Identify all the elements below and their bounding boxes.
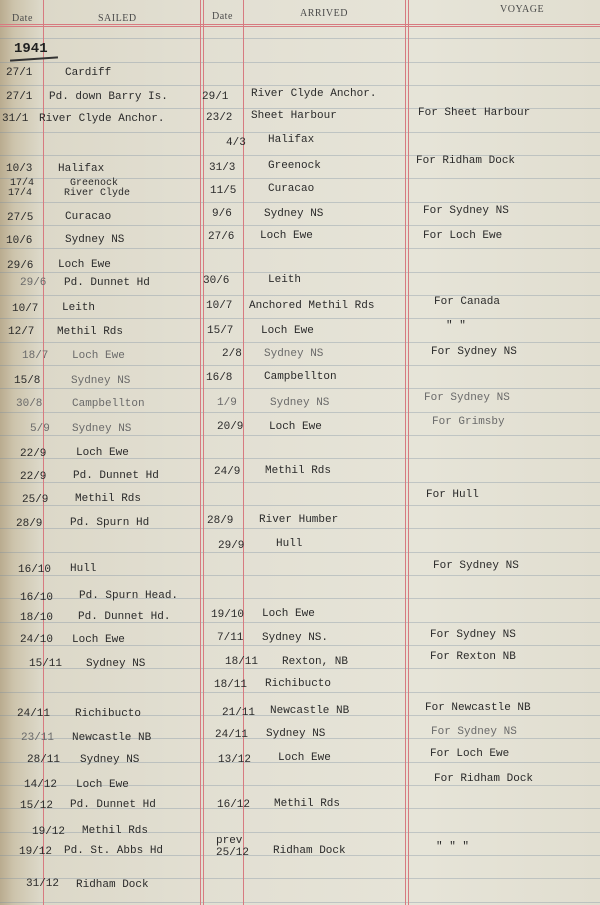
sailed-place: Leith	[62, 302, 96, 314]
arrived-place: Ridham Dock	[273, 845, 346, 857]
sailed-date: 10/3	[6, 163, 33, 175]
rule-line	[0, 482, 600, 483]
arrived-place: River Clyde Anchor.	[251, 88, 377, 100]
sailed-place: Cardiff	[65, 67, 112, 79]
voyage-note: For Sheet Harbour	[418, 107, 531, 119]
rule-line	[0, 342, 600, 343]
arrived-date: 9/6	[212, 208, 232, 220]
arrived-place: Sydney NS	[264, 208, 324, 220]
column-rule	[405, 0, 406, 905]
voyage-note: For Ridham Dock	[416, 155, 516, 167]
sailed-date: 24/11	[17, 708, 51, 720]
sailed-date: 29/6	[7, 260, 34, 272]
rule-line	[0, 412, 600, 413]
sailed-date: 22/9	[20, 471, 47, 483]
sailed-place: Sydney NS	[71, 375, 131, 387]
sailed-date: 31/1	[2, 113, 29, 125]
arrived-place: River Humber	[259, 514, 339, 526]
sailed-place: Curacao	[65, 211, 112, 223]
arrived-place: Methil Rds	[274, 798, 341, 810]
arrived-place: Loch Ewe	[261, 325, 314, 337]
arrived-date: 21/11	[222, 707, 256, 719]
sailed-date: 14/12	[24, 779, 58, 791]
rule-line	[0, 85, 600, 86]
arrived-date-prefix: prev	[216, 835, 243, 847]
voyage-note: For Sydney NS	[431, 346, 517, 358]
sailed-date: 27/5	[7, 212, 34, 224]
sailed-place: Ridham Dock	[76, 879, 149, 891]
arrived-date: 24/9	[214, 466, 241, 478]
sailed-date: 12/7	[8, 326, 35, 338]
arrived-place: Hull	[276, 538, 303, 550]
sailed-place: Sydney NS	[80, 754, 140, 766]
sailed-date: 27/1	[6, 67, 33, 79]
sailed-date: 29/6	[20, 277, 47, 289]
voyage-note: For Sydney NS	[433, 560, 519, 572]
voyage-note: For Grimsby	[432, 416, 505, 428]
sailed-date: 19/12	[19, 846, 53, 858]
arrived-date: 16/8	[206, 372, 233, 384]
sailed-date: 15/12	[20, 800, 54, 812]
voyage-note: For Newcastle NB	[425, 702, 531, 714]
rule-line	[0, 62, 600, 63]
arrived-date: 24/11	[215, 729, 249, 741]
sailed-place: Pd. Spurn Head.	[79, 590, 179, 602]
sailed-place: Greenock	[70, 178, 119, 189]
sailed-place: Pd. Spurn Hd	[70, 517, 150, 529]
sailed-place: Loch Ewe	[76, 447, 129, 459]
rule-line	[0, 318, 600, 319]
sailed-place: Loch Ewe	[72, 350, 125, 362]
arrived-place: Newcastle NB	[270, 705, 350, 717]
rule-line	[0, 388, 600, 389]
sailed-date: 15/11	[29, 658, 63, 670]
sailed-date: 10/6	[6, 235, 33, 247]
arrived-date: 23/2	[206, 112, 233, 124]
rule-line	[0, 435, 600, 436]
arrived-place: Sydney NS	[266, 728, 326, 740]
sailed-date: 31/12	[26, 878, 60, 890]
voyage-note: For Ridham Dock	[434, 773, 534, 785]
sailed-date: 23/11	[21, 732, 55, 744]
sailed-place: River Clyde	[64, 188, 131, 199]
arrived-date: 25/12	[216, 847, 250, 859]
voyage-note: For Canada	[434, 296, 501, 308]
arrived-date: 18/11	[214, 679, 248, 691]
arrived-date: 27/6	[208, 231, 235, 243]
year-underline	[10, 56, 58, 61]
arrived-place: Leith	[268, 274, 302, 286]
sailed-place: Pd. Dunnet Hd.	[78, 611, 171, 623]
arrived-place: Sydney NS	[264, 348, 324, 360]
arrived-place: Sydney NS.	[262, 632, 329, 644]
arrived-date: 16/12	[217, 799, 251, 811]
rule-line	[0, 272, 600, 273]
arrived-place: Halifax	[268, 134, 315, 146]
sailed-date: 22/9	[20, 448, 47, 460]
rule-line	[0, 202, 600, 203]
voyage-ditto: " " "	[436, 841, 470, 853]
sailed-place: River Clyde Anchor.	[39, 113, 165, 125]
header-arrived: ARRIVED	[300, 8, 348, 19]
arrived-date: 29/9	[218, 540, 245, 552]
rule-line	[0, 38, 600, 39]
sailed-date: 28/11	[27, 754, 61, 766]
arrived-date: 28/9	[207, 515, 234, 527]
voyage-note: For Sydney NS	[431, 726, 517, 738]
arrived-date: 13/12	[218, 754, 252, 766]
rule-line	[0, 575, 600, 576]
sailed-date: 30/8	[16, 398, 43, 410]
voyage-note: For Loch Ewe	[430, 748, 510, 760]
sailed-date: 5/9	[30, 423, 50, 435]
header-sailed: SAILED	[98, 13, 137, 24]
sailed-place: Loch Ewe	[72, 634, 125, 646]
voyage-note: For Sydney NS	[424, 392, 510, 404]
voyage-note: For Sydney NS	[423, 205, 509, 217]
arrived-place: Loch Ewe	[260, 230, 313, 242]
arrived-place: Sydney NS	[270, 397, 330, 409]
voyage-note: For Loch Ewe	[423, 230, 503, 242]
arrived-date: 19/10	[211, 609, 245, 621]
sailed-place: Methil Rds	[82, 825, 149, 837]
voyage-note: For Rexton NB	[430, 651, 516, 663]
arrived-date: 30/6	[203, 275, 230, 287]
sailed-date: 17/4	[8, 188, 33, 199]
header-rule	[0, 24, 600, 25]
arrived-date: 1/9	[217, 397, 237, 409]
sailed-date: 18/10	[20, 612, 54, 624]
arrived-place: Richibucto	[265, 678, 332, 690]
sailed-place: Loch Ewe	[58, 259, 111, 271]
sailed-place: Richibucto	[75, 708, 142, 720]
arrived-place: Loch Ewe	[262, 608, 315, 620]
voyage-ditto: " "	[446, 320, 466, 332]
arrived-place: Greenock	[268, 160, 321, 172]
rule-line	[0, 248, 600, 249]
header-date-sailed: Date	[12, 13, 33, 24]
sailed-date: 15/8	[14, 375, 41, 387]
arrived-date: 18/11	[225, 656, 259, 668]
arrived-place: Curacao	[268, 183, 315, 195]
header-date-arrived: Date	[212, 11, 233, 22]
sailed-place: Halifax	[58, 163, 105, 175]
sailed-date: 17/4	[10, 178, 35, 189]
column-rule	[243, 0, 244, 905]
arrived-date: 31/3	[209, 162, 236, 174]
arrived-place: Loch Ewe	[278, 752, 331, 764]
sailed-date: 16/10	[20, 592, 54, 604]
sailed-place: Loch Ewe	[76, 779, 129, 791]
arrived-place: Campbellton	[264, 371, 337, 383]
sailed-place: Sydney NS	[72, 423, 132, 435]
arrived-date: 7/11	[217, 632, 244, 644]
sailed-place: Pd. Dunnet Hd	[70, 799, 156, 811]
arrived-date: 2/8	[222, 348, 242, 360]
voyage-note: For Sydney NS	[430, 629, 516, 641]
sailed-date: 18/7	[22, 350, 49, 362]
arrived-date: 29/1	[202, 91, 229, 103]
rule-line	[0, 295, 600, 296]
sailed-date: 16/10	[18, 564, 52, 576]
arrived-place: Rexton, NB	[282, 656, 349, 668]
sailed-date: 19/12	[32, 826, 66, 838]
rule-line	[0, 692, 600, 693]
sailed-place: Hull	[70, 563, 97, 575]
sailed-date: 10/7	[12, 303, 39, 315]
arrived-date: 4/3	[226, 137, 246, 149]
rule-line	[0, 225, 600, 226]
arrived-place: Methil Rds	[265, 465, 332, 477]
arrived-place: Anchored Methil Rds	[249, 300, 375, 312]
header-voyage: VOYAGE	[500, 4, 545, 15]
sailed-date: 27/1	[6, 91, 33, 103]
rule-line	[0, 365, 600, 366]
sailed-place: Pd. Dunnet Hd	[73, 470, 159, 482]
sailed-date: 28/9	[16, 518, 43, 530]
sailed-date: 24/10	[20, 634, 54, 646]
year-heading: 1941	[14, 41, 48, 57]
sailed-place: Sydney NS	[65, 234, 125, 246]
sailed-date: 25/9	[22, 494, 49, 506]
sailed-place: Pd. down Barry Is.	[49, 91, 168, 103]
sailed-place: Newcastle NB	[72, 732, 152, 744]
arrived-date: 10/7	[206, 300, 233, 312]
arrived-place: Sheet Harbour	[251, 110, 337, 122]
rule-line	[0, 552, 600, 553]
voyage-note: For Hull	[426, 489, 479, 501]
sailed-place: Methil Rds	[57, 326, 124, 338]
arrived-date: 11/5	[210, 185, 237, 197]
arrived-date: 15/7	[207, 325, 234, 337]
sailed-place: Pd. Dunnet Hd	[64, 277, 150, 289]
sailed-place: Pd. St. Abbs Hd	[64, 845, 164, 857]
rule-line	[0, 902, 600, 903]
rule-line	[0, 132, 600, 133]
column-rule	[200, 0, 201, 905]
rule-line	[0, 505, 600, 506]
arrived-place: Loch Ewe	[269, 421, 322, 433]
sailed-place: Campbellton	[72, 398, 145, 410]
sailed-place: Sydney NS	[86, 658, 146, 670]
sailed-place: Methil Rds	[75, 493, 142, 505]
arrived-date: 20/9	[217, 421, 244, 433]
